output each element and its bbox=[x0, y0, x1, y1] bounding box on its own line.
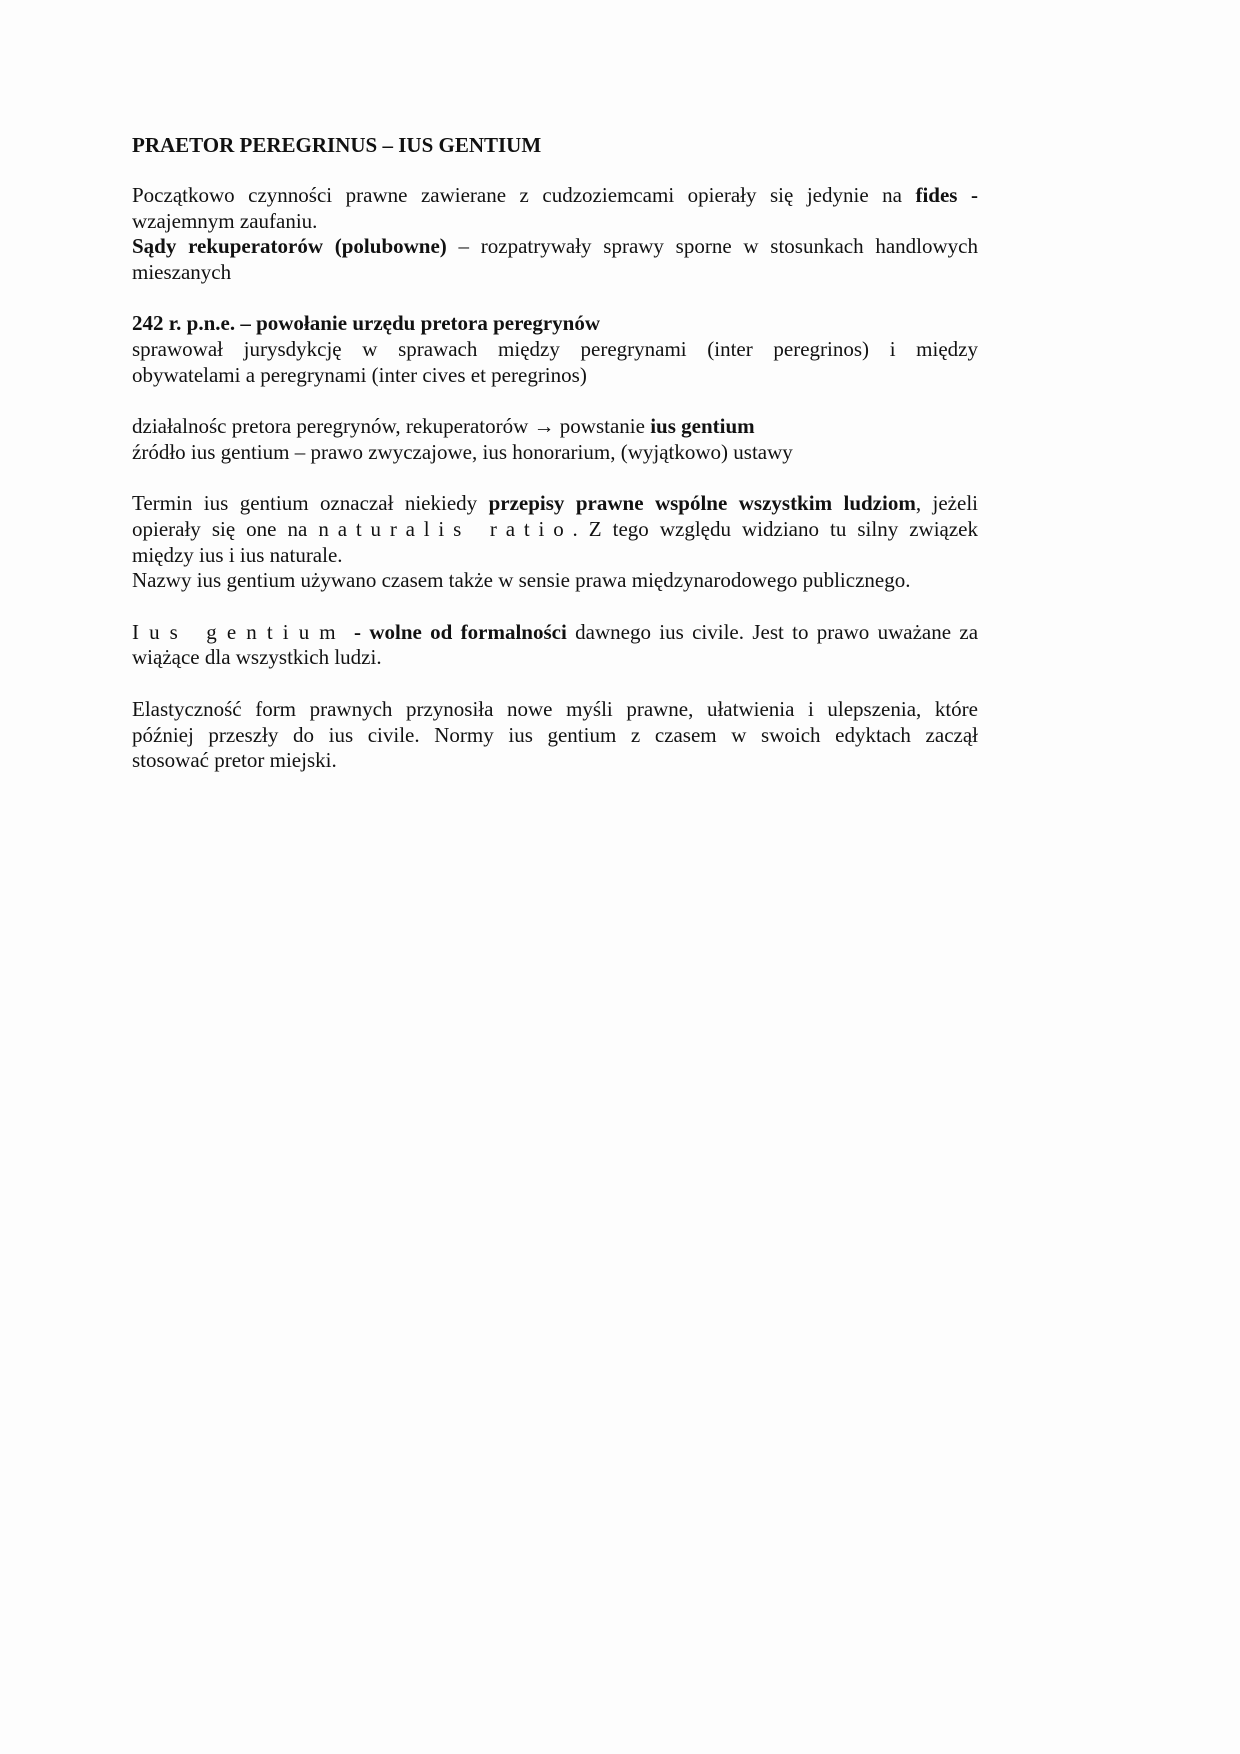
text-line: Nazwy ius gentium używano czasem także w sensie prawa międzynarodowego publicznego. bbox=[132, 568, 911, 593]
bold-heading: 242 r. p.n.e. – powołanie urzędu pretora peregrynów bbox=[132, 311, 601, 336]
text-line: wiążące dla wszystkich ludzi. bbox=[132, 645, 382, 670]
text-line: mieszanych bbox=[132, 259, 232, 284]
paragraph-ius-gentium bbox=[132, 620, 978, 671]
document-page bbox=[132, 130, 978, 774]
text-line: sprawował jurysdykcję w sprawach między peregrynami (inter peregrinos) i między bbox=[132, 336, 978, 361]
text-line bbox=[132, 517, 978, 543]
document-title: PRAETOR PEREGRINUS – IUS GENTIUM bbox=[132, 133, 542, 157]
text-line: Elastyczność form prawnych przynosiła nowe myśli prawne, ułatwienia i ulepszenia, które bbox=[132, 696, 978, 721]
spacer bbox=[132, 465, 978, 491]
text: powstanie bbox=[554, 414, 651, 439]
bold-term-fides: fides bbox=[915, 183, 958, 207]
text: , jeżeli bbox=[915, 491, 978, 516]
paragraph-elastycznosc bbox=[132, 697, 978, 774]
text-line bbox=[132, 234, 978, 260]
text-line: stosować pretor miejski. bbox=[132, 748, 337, 773]
text-line bbox=[132, 620, 978, 646]
spacer bbox=[132, 594, 978, 620]
text: opierały się one na bbox=[132, 516, 319, 541]
spaced-term: Ius gentium bbox=[132, 619, 346, 644]
text: Termin ius gentium oznaczał niekiedy bbox=[132, 491, 489, 516]
spacer bbox=[132, 388, 978, 414]
text-line: później przeszły do ius civile. Normy ius gentium z czasem w swoich edyktach zaczął bbox=[132, 722, 978, 747]
paragraph-powstanie bbox=[132, 414, 978, 465]
text-line: obywatelami a peregrynami (inter cives et peregrinos) bbox=[132, 362, 587, 387]
text-line: źródło ius gentium – prawo zwyczajowe, ius honorarium, (wyjątkowo) ustawy bbox=[132, 439, 793, 464]
text-line: wzajemnym zaufaniu. bbox=[132, 208, 318, 233]
spacer bbox=[132, 285, 978, 311]
paragraph-fides bbox=[132, 183, 978, 234]
section-heading bbox=[132, 311, 978, 337]
bold-term: przepisy prawne wspólne wszystkim ludziom bbox=[488, 491, 916, 516]
text: . Z tego względu widziano tu silny związek bbox=[572, 516, 979, 541]
spaced-term: naturalis ratio bbox=[318, 516, 573, 541]
text-line bbox=[132, 414, 978, 440]
text: działalnośc pretora peregrynów, rekuperatorów bbox=[132, 414, 534, 439]
bold-term: ius gentium bbox=[650, 414, 755, 439]
text-line: między ius i ius naturale. bbox=[132, 542, 343, 567]
text: – rozpatrywały sprawy sporne w stosunkach handlowych bbox=[446, 234, 978, 259]
paragraph-rekuperatorzy bbox=[132, 234, 978, 285]
arrow-right-icon: → bbox=[533, 414, 555, 439]
text-line bbox=[132, 491, 978, 517]
text: - bbox=[957, 183, 978, 207]
text: Początkowo czynności prawne zawierane z cudzoziemcami opierały się jedynie na bbox=[132, 183, 916, 207]
paragraph-termin bbox=[132, 491, 978, 593]
bold-term: wolne od formalności bbox=[369, 619, 567, 644]
text: - bbox=[345, 619, 370, 644]
spacer bbox=[132, 671, 978, 697]
text: dawnego ius civile. Jest to prawo uważane za bbox=[566, 619, 979, 644]
bold-term: Sądy rekuperatorów (polubowne) bbox=[132, 234, 447, 259]
paragraph-242 bbox=[132, 311, 978, 388]
text-line bbox=[132, 183, 978, 209]
